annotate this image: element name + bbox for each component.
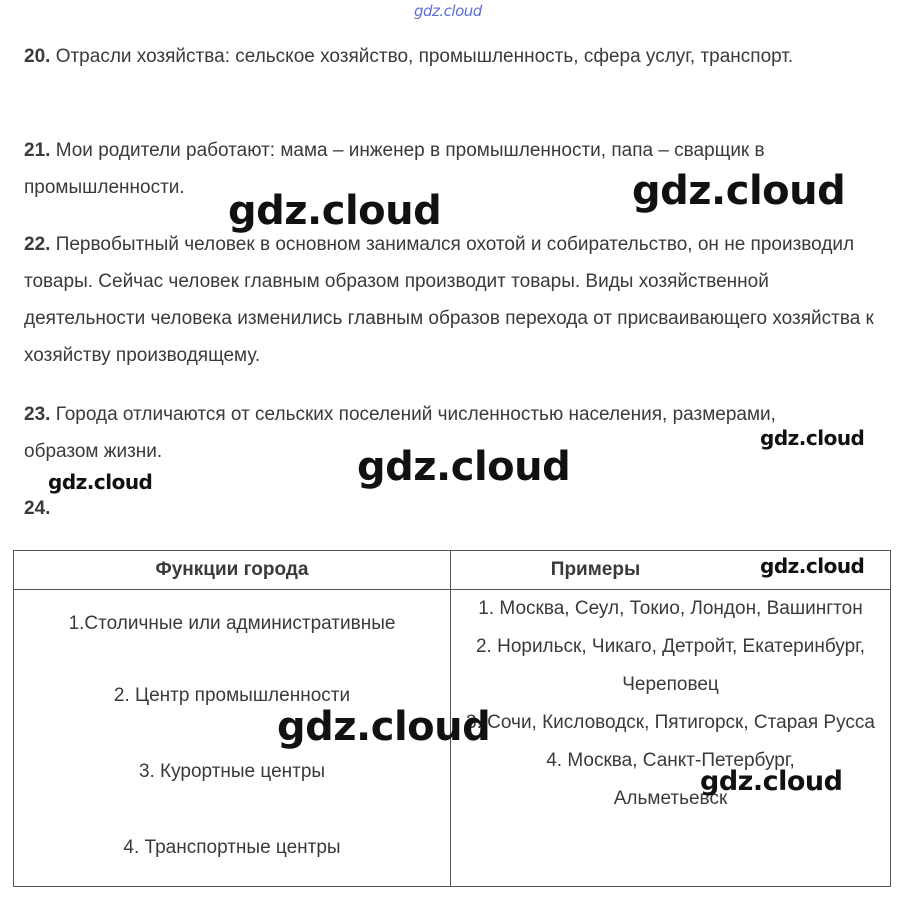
function-item: 4. Транспортные центры <box>123 837 341 858</box>
answer-number: 20. <box>24 46 51 67</box>
example-item: 3. Сочи, Кисловодск, Пятигорск, Старая Русса <box>466 712 875 733</box>
watermark-logo: gdz.cloud <box>414 2 482 20</box>
header-functions: Функции города <box>14 551 451 590</box>
answer-text: Отрасли хозяйства: сельское хозяйство, промышленность, сфера услуг, транспорт. <box>50 46 794 67</box>
answer-text: Мои родители работают: мама – инженер в промышленности, папа – сварщик в промышленности. <box>24 140 765 198</box>
function-item: 1.Столичные или административные <box>68 613 396 634</box>
watermark-logo: gdz.cloud <box>632 168 846 214</box>
answer-number: 24. <box>24 498 51 519</box>
example-item: 1. Москва, Сеул, Токио, Лондон, Вашингтон <box>478 598 863 619</box>
function-item: 2. Центр промышленности <box>113 685 351 706</box>
example-item: 4. Москва, Санкт-Петербург, Альметьевск <box>546 750 795 809</box>
answer-number: 21. <box>24 140 51 161</box>
watermark-logo: gdz.cloud <box>277 704 491 750</box>
function-item: 3. Курортные центры <box>138 761 326 782</box>
watermark-logo: gdz.cloud <box>228 188 442 234</box>
answer-22 <box>24 226 884 374</box>
watermark-logo: gdz.cloud <box>760 426 865 450</box>
answer-text: Города отличаются от сельских поселений численностью населения, размерами, образом жизни. <box>24 404 776 462</box>
answer-24 <box>24 490 884 527</box>
watermark-logo: gdz.cloud <box>48 470 153 494</box>
watermark-logo: gdz.cloud <box>760 554 865 578</box>
header-examples-label: Примеры <box>550 559 641 580</box>
example-item: 2. Норильск, Чикаго, Детройт, Екатеринбург, Череповец <box>475 636 866 695</box>
table-header-row <box>14 551 891 590</box>
watermark-logo: gdz.cloud <box>357 444 571 490</box>
answer-20 <box>24 38 884 75</box>
answer-number: 23. <box>24 404 51 425</box>
answer-number: 22. <box>24 234 51 255</box>
examples-cell <box>451 590 891 887</box>
watermark-logo: gdz.cloud <box>700 766 843 797</box>
answer-text: Первобытный человек в основном занимался охотой и собирательство, он не производил товары. Сейчас человек главным образом производит товары. Виды хозяйственной деятельности человека изменились главным образов перехода от присваивающего хозяйства к хозяйству производящему. <box>24 234 874 366</box>
